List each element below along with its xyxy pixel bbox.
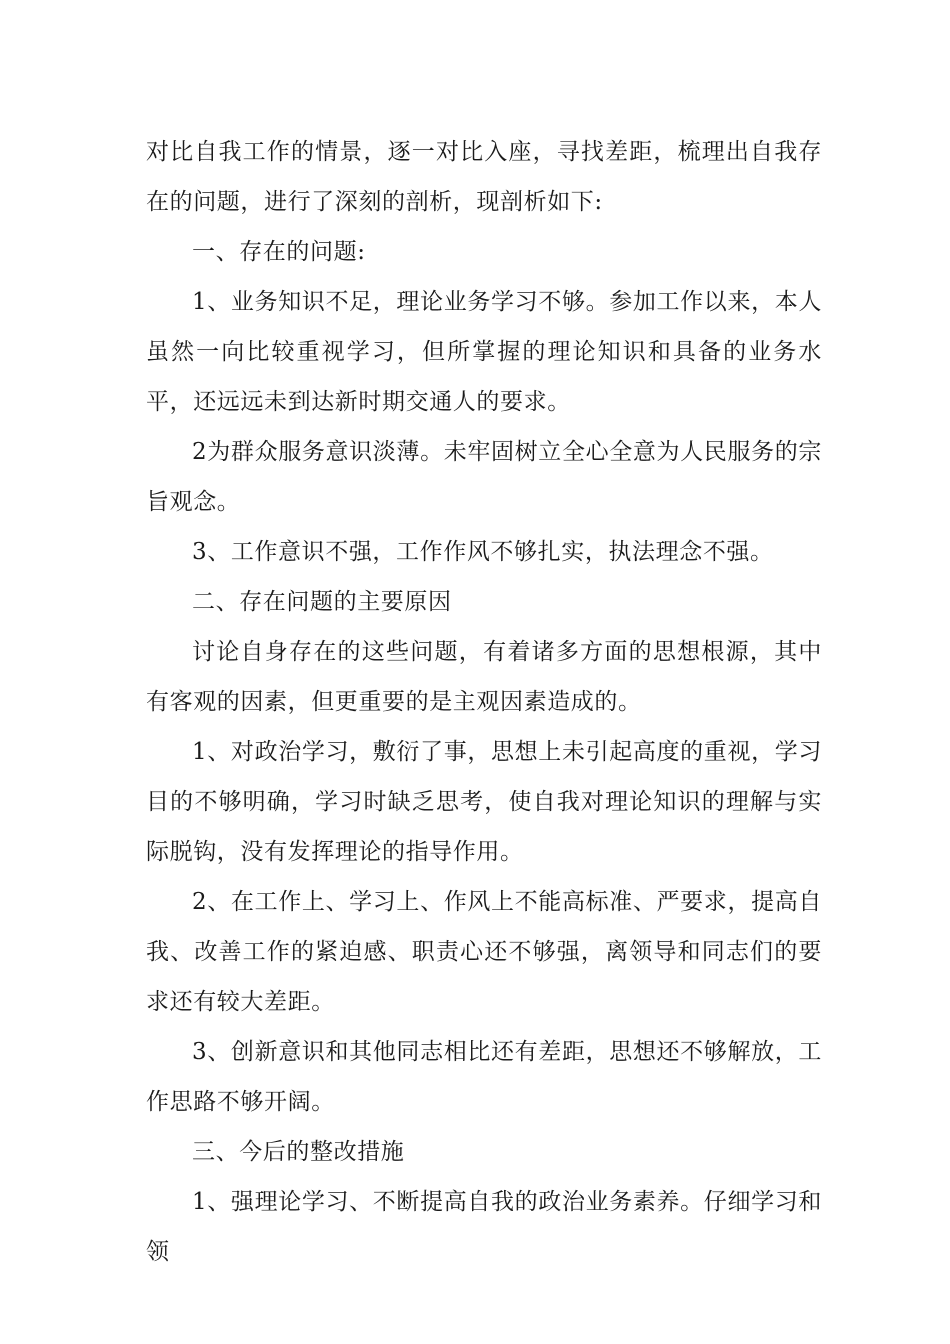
document-body [146, 127, 822, 1277]
paragraph-intro-continuation: 对比自我工作的情景，逐一对比入座，寻找差距，梳理出自我存在的问题，进行了深刻的剖析，现剖析如下: [146, 139, 822, 215]
section-heading-causes: 二、存在问题的主要原因 [192, 589, 452, 615]
paragraph-problem-2: 2为群众服务意识淡薄。未牢固树立全心全意为人民服务的宗旨观念。 [146, 439, 822, 515]
paragraph-causes-intro: 讨论自身存在的这些问题，有着诸多方面的思想根源，其中有客观的因素，但更重要的是主观因素造成的。 [146, 639, 822, 715]
paragraph-cause-1: 1、对政治学习，敷衍了事，思想上未引起高度的重视，学习目的不够明确，学习时缺乏思考，使自我对理论知识的理解与实际脱钩，没有发挥理论的指导作用。 [146, 739, 822, 865]
section-heading-measures: 三、今后的整改措施 [192, 1139, 405, 1165]
section-heading-problems: 一、存在的问题: [192, 239, 366, 265]
paragraph-cause-2: 2、在工作上、学习上、作风上不能高标准、严要求，提高自我、改善工作的紧迫感、职责心还不够强，离领导和同志们的要求还有较大差距。 [146, 889, 822, 1015]
paragraph-problem-3: 3、工作意识不强，工作作风不够扎实，执法理念不强。 [192, 539, 774, 565]
paragraph-measure-1: 1、强理论学习、不断提高自我的政治业务素养。仔细学习和领 [146, 1189, 822, 1265]
paragraph-problem-1: 1、业务知识不足，理论业务学习不够。参加工作以来，本人虽然一向比较重视学习，但所掌握的理论知识和具备的业务水平，还远远未到达新时期交通人的要求。 [146, 289, 822, 415]
paragraph-cause-3: 3、创新意识和其他同志相比还有差距，思想还不够解放，工作思路不够开阔。 [146, 1039, 822, 1115]
